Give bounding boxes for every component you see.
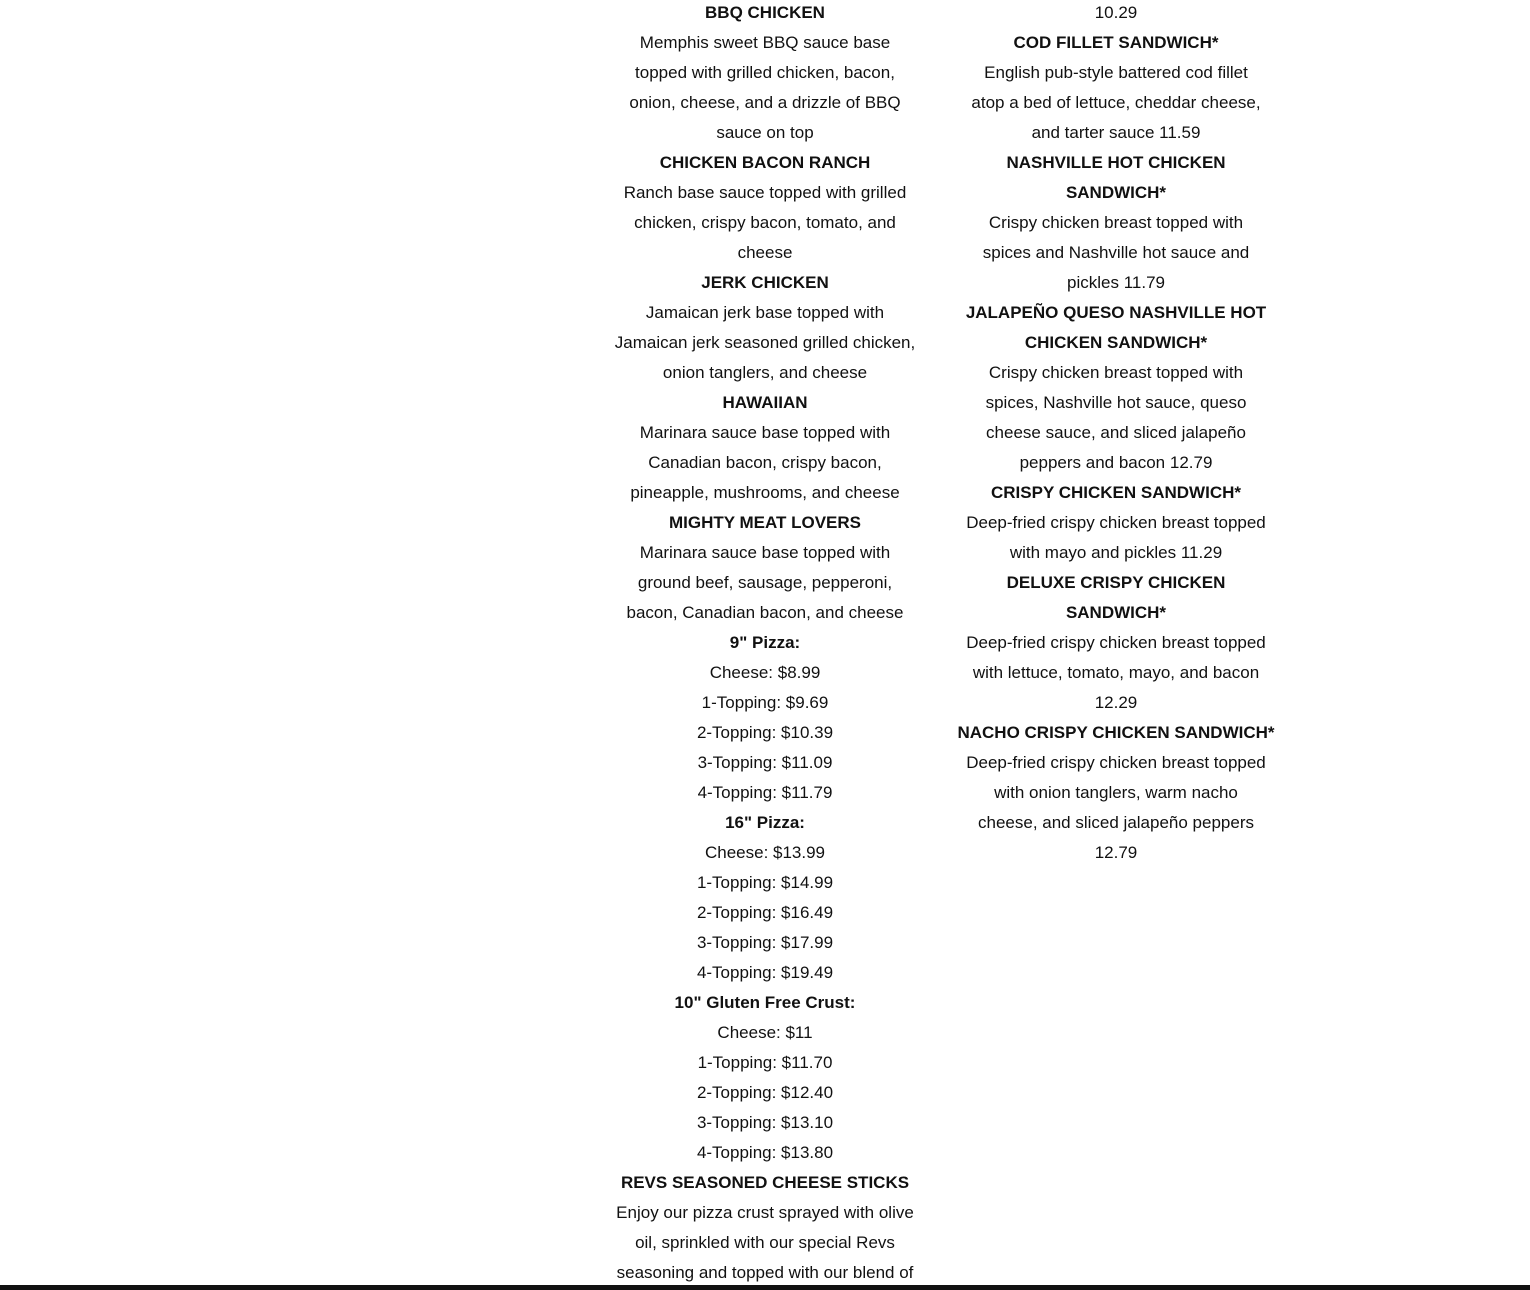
menu-item-title: CRISPY CHICKEN SANDWICH*	[991, 483, 1241, 502]
menu-item-text: and tarter sauce 11.59	[1031, 123, 1201, 142]
menu-item-text: Enjoy our pizza crust sprayed with olive	[616, 1203, 914, 1222]
menu-column-left	[600, 0, 930, 1288]
menu-item-text: onion, cheese, and a drizzle of BBQ	[629, 93, 901, 112]
menu-item-text: 1-Topping: $14.99	[696, 873, 834, 892]
menu-item-text: 2-Topping: $12.40	[696, 1083, 834, 1102]
menu-item-text: 3-Topping: $13.10	[696, 1113, 834, 1132]
menu-item-text: 1-Topping: $9.69	[701, 693, 829, 712]
menu-item-text: 3-Topping: $17.99	[696, 933, 834, 952]
menu-item-title: 10" Gluten Free Crust:	[674, 993, 856, 1012]
menu-item-text: 4-Topping: $13.80	[696, 1143, 834, 1162]
menu-item-text: bacon, Canadian bacon, and cheese	[626, 603, 904, 622]
menu-item-text: 3-Topping: $11.09	[697, 753, 833, 772]
menu-item-text: Cheese: $11	[717, 1023, 813, 1042]
menu-item-title: MIGHTY MEAT LOVERS	[668, 513, 862, 532]
menu-item-text: sauce on top	[716, 123, 814, 142]
menu-item-text: cheese, and sliced jalapeño peppers	[978, 813, 1254, 832]
menu-item-title: SANDWICH*	[1065, 603, 1167, 622]
menu-item-text: Cheese: $13.99	[704, 843, 826, 862]
menu-item-title: REVS SEASONED CHEESE STICKS	[620, 1173, 910, 1192]
menu-item-text: with mayo and pickles 11.29	[1009, 543, 1223, 562]
menu-item-text: 12.79	[1094, 843, 1138, 862]
menu-item-text: atop a bed of lettuce, cheddar cheese,	[971, 93, 1261, 112]
menu-item-text: English pub-style battered cod fillet	[984, 63, 1248, 82]
menu-item-text: spices, Nashville hot sauce, queso	[985, 393, 1247, 412]
menu-item-text: oil, sprinkled with our special Revs	[635, 1233, 895, 1252]
menu-item-text: seasoning and topped with our blend of	[616, 1263, 914, 1282]
menu-item-text: 2-Topping: $10.39	[696, 723, 834, 742]
menu-item-text: 12.29	[1094, 693, 1138, 712]
menu-item-text: chicken, crispy bacon, tomato, and	[634, 213, 896, 232]
menu-item-text: Marinara sauce base topped with	[639, 423, 891, 442]
menu-item-text: 2-Topping: $16.49	[696, 903, 834, 922]
menu-item-text: onion tanglers, and cheese	[662, 363, 868, 382]
menu-item-text: Marinara sauce base topped with	[639, 543, 891, 562]
menu-item-text: Deep-fried crispy chicken breast topped	[966, 633, 1266, 652]
menu-item-text: pickles 11.79	[1067, 273, 1165, 292]
menu-item-text: Memphis sweet BBQ sauce base	[639, 33, 891, 52]
menu-item-title: CHICKEN BACON RANCH	[659, 153, 871, 172]
menu-item-text: Ranch base sauce topped with grilled	[623, 183, 907, 202]
menu-item-text: Jamaican jerk base topped with	[645, 303, 885, 322]
bottom-divider	[0, 1285, 1530, 1290]
menu-item-title: JERK CHICKEN	[701, 273, 829, 292]
menu-item-text: Jamaican jerk seasoned grilled chicken,	[614, 333, 916, 352]
menu-item-text: 4-Topping: $19.49	[696, 963, 834, 982]
menu-item-text: spices and Nashville hot sauce and	[982, 243, 1250, 262]
menu-item-title: 16" Pizza:	[725, 813, 805, 832]
menu-item-title: JALAPEÑO QUESO NASHVILLE HOT	[965, 303, 1267, 322]
menu-item-text: Crispy chicken breast topped with	[988, 363, 1244, 382]
menu-item-text: with onion tanglers, warm nacho	[994, 783, 1238, 802]
menu-item-title: NASHVILLE HOT CHICKEN	[1006, 153, 1226, 172]
menu-item-title: 9" Pizza:	[729, 633, 801, 652]
menu-item-title: HAWAIIAN	[722, 393, 808, 412]
menu-item-text: pineapple, mushrooms, and cheese	[630, 483, 900, 502]
menu-item-text: Cheese: $8.99	[709, 663, 821, 682]
menu-item-title: COD FILLET SANDWICH*	[1013, 33, 1219, 52]
menu-column-right	[950, 0, 1282, 868]
menu-item-text: Deep-fried crispy chicken breast topped	[966, 513, 1266, 532]
menu-item-title: CHICKEN SANDWICH*	[1024, 333, 1208, 352]
menu-item-text: Canadian bacon, crispy bacon,	[648, 453, 882, 472]
menu-item-text: 10.29	[1094, 3, 1138, 22]
menu-item-title: SANDWICH*	[1065, 183, 1167, 202]
menu-item-text: topped with grilled chicken, bacon,	[635, 63, 895, 82]
menu-item-title: BBQ CHICKEN	[705, 3, 825, 22]
menu-item-text: peppers and bacon 12.79	[1019, 453, 1213, 472]
menu-item-text: Crispy chicken breast topped with	[988, 213, 1244, 232]
menu-item-text: cheese sauce, and sliced jalapeño	[986, 423, 1246, 442]
menu-item-text: 1-Topping: $11.70	[697, 1053, 833, 1072]
menu-item-text: with lettuce, tomato, mayo, and bacon	[972, 663, 1260, 682]
menu-item-text: ground beef, sausage, pepperoni,	[637, 573, 893, 592]
menu-item-title: DELUXE CRISPY CHICKEN	[1006, 573, 1226, 592]
menu-item-title: NACHO CRISPY CHICKEN SANDWICH*	[957, 723, 1275, 742]
menu-item-text: 4-Topping: $11.79	[697, 783, 833, 802]
menu-item-text: Deep-fried crispy chicken breast topped	[966, 753, 1266, 772]
menu-item-text: cheese	[737, 243, 793, 262]
